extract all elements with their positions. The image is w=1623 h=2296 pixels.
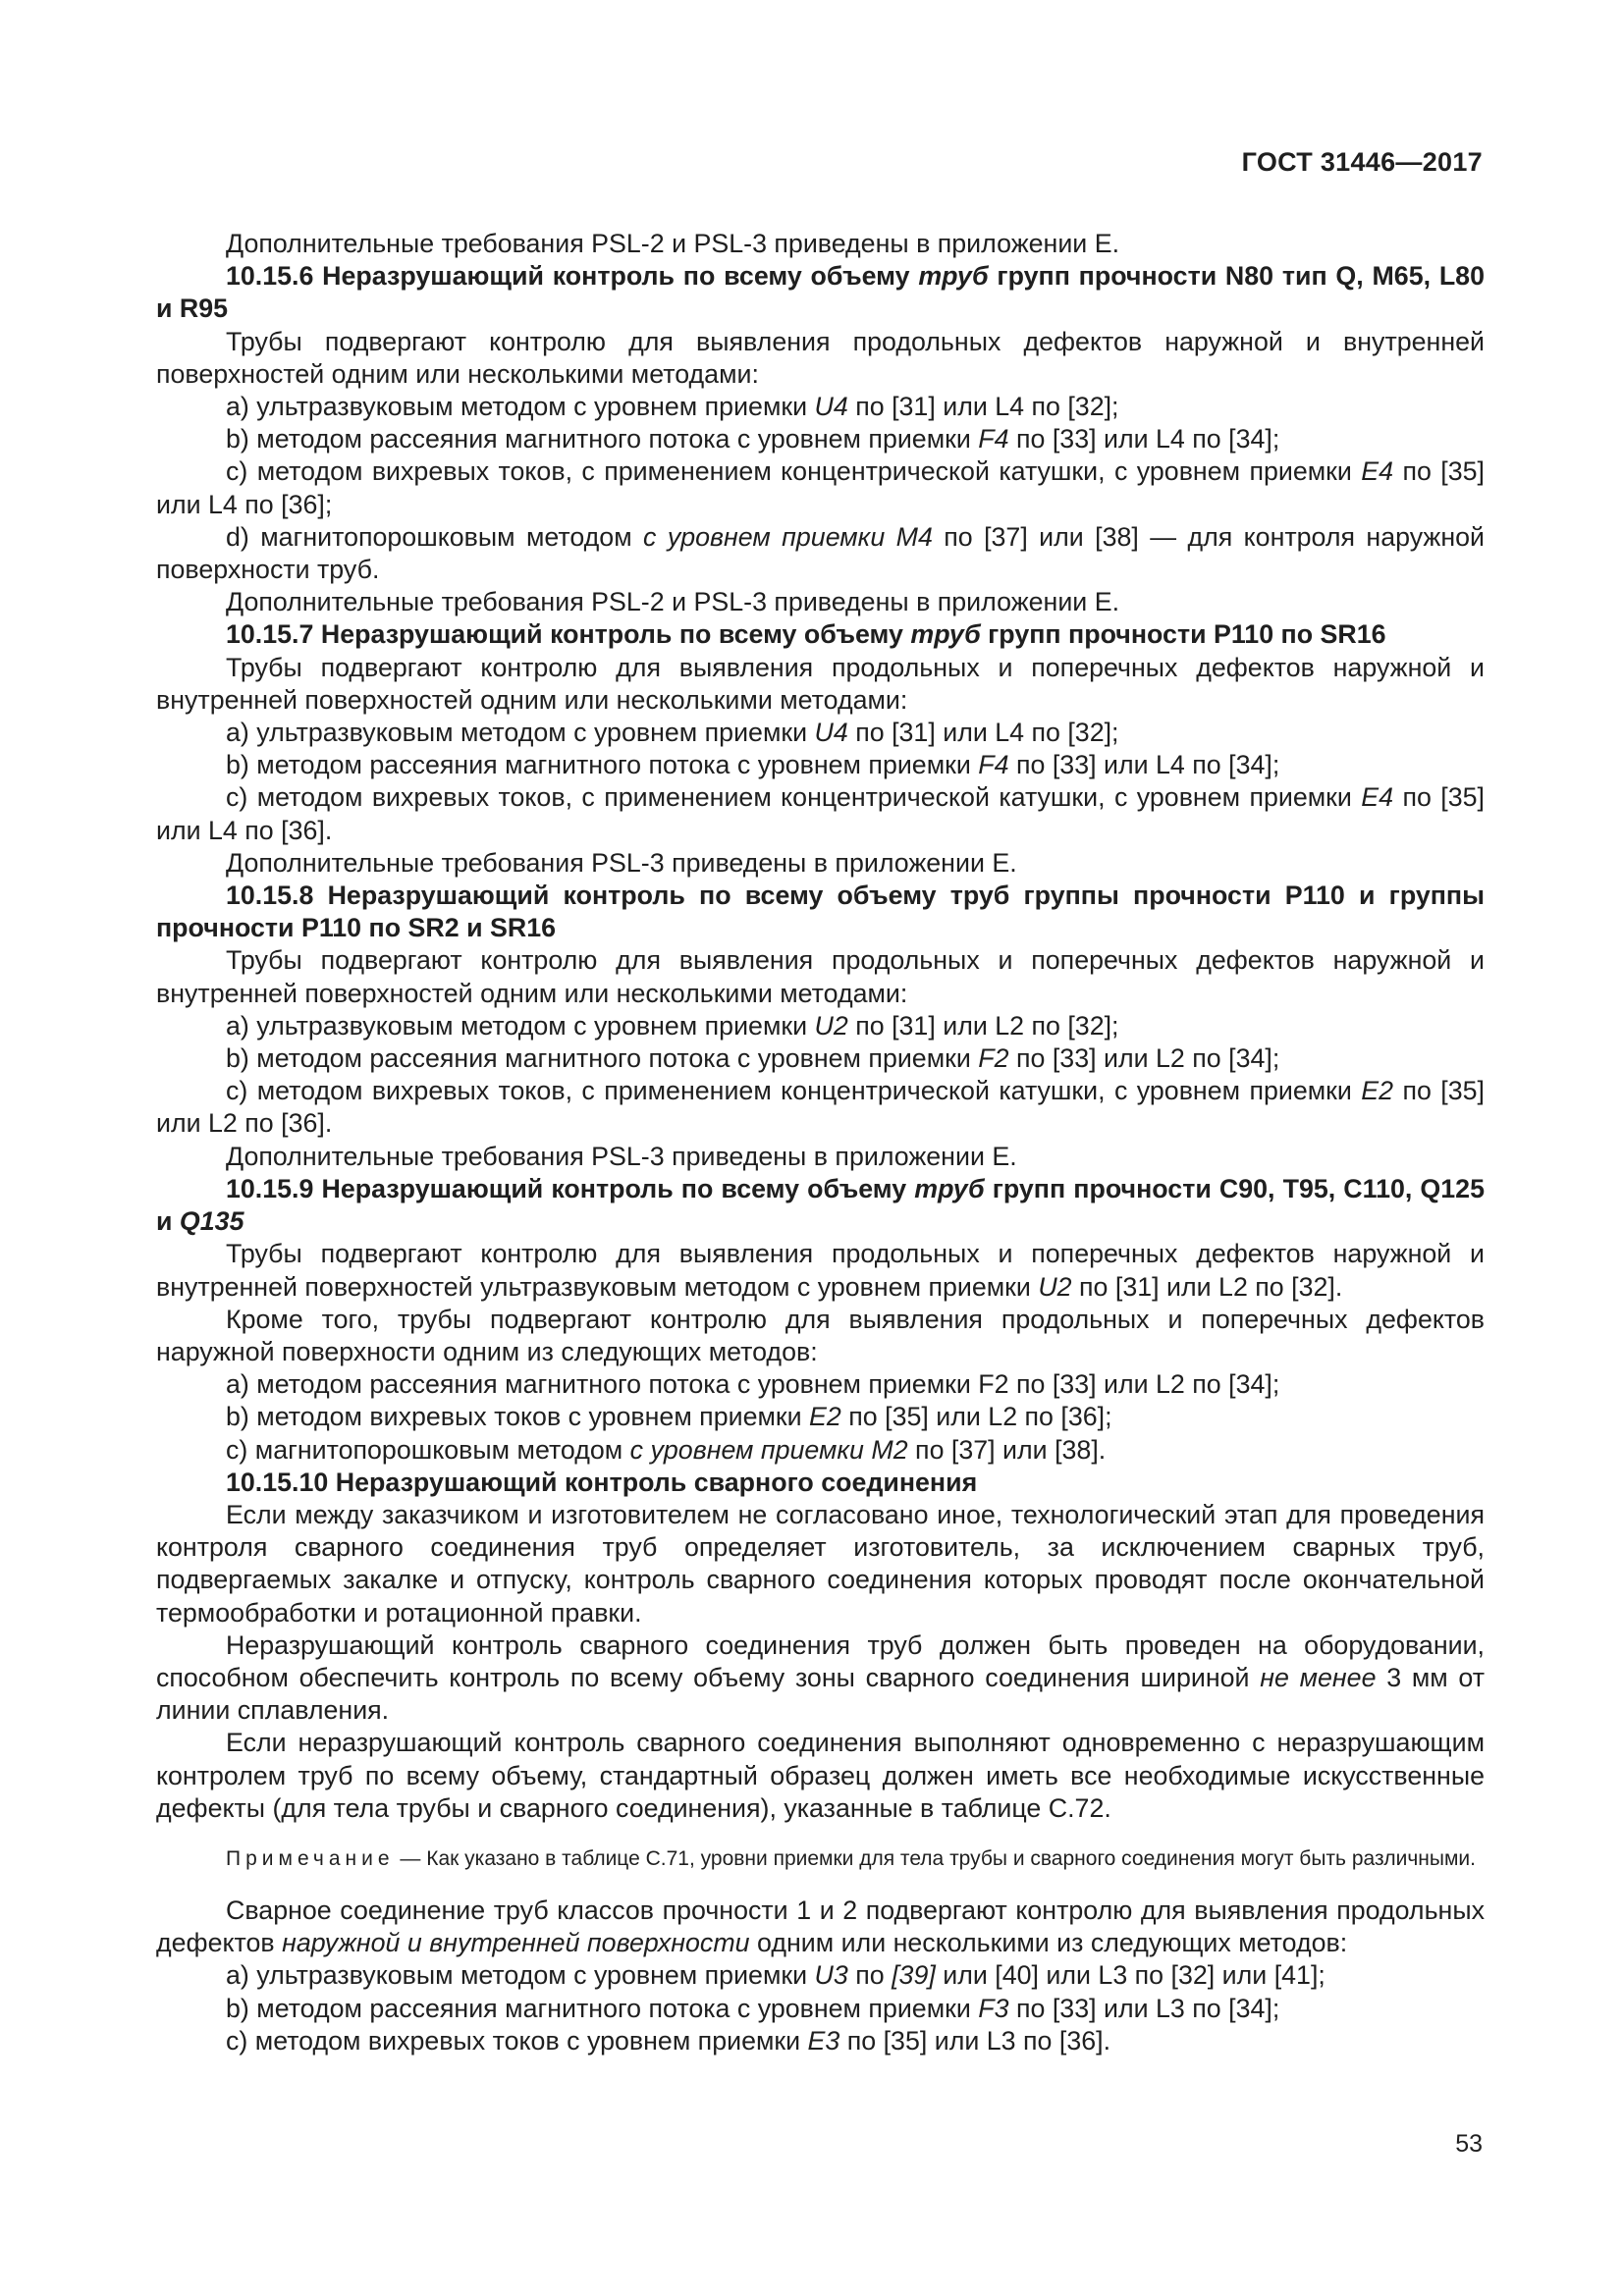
paragraph [156, 1434, 1485, 1467]
section-heading [156, 260, 1485, 325]
paragraph [156, 586, 1485, 618]
text-run: по [31] или L2 по [32]; [847, 1010, 1119, 1041]
section-heading [156, 618, 1485, 651]
text-run: c) магнитопорошковым методом [226, 1434, 630, 1465]
italic-run: U2 [814, 1010, 848, 1041]
text-run: c) методом вихревых токов, с применением концентрической катушки, с уровнем приемки [226, 782, 1362, 813]
text-run: по [31] или L4 по [32]; [847, 392, 1119, 422]
text-run: b) методом вихревых токов с уровнем приемки [226, 1402, 810, 1432]
paragraph [156, 1010, 1485, 1042]
italic-run: E4 [1361, 782, 1394, 813]
text-run: по [35] или L4 по [36]; [156, 456, 1485, 519]
italic-run: с уровнем приемки M4 [643, 521, 933, 552]
text-run: по [37] или [38]. [907, 1434, 1107, 1465]
italic-run: E4 [1361, 456, 1394, 487]
text-run: по [35] или L3 по [36]. [839, 2025, 1111, 2056]
paragraph [156, 652, 1485, 717]
italic-run: Q135 [179, 1206, 244, 1237]
paragraph [156, 1042, 1485, 1075]
italic-run: U4 [814, 392, 848, 422]
italic-run: U3 [814, 1960, 848, 1991]
italic-run: F4 [978, 424, 1009, 454]
text-run: a) ультразвуковым методом с уровнем приемки [226, 392, 815, 422]
italic-run: F4 [978, 750, 1009, 780]
text-run: групп прочности P110 по SR16 [980, 619, 1386, 650]
paragraph [156, 1075, 1485, 1140]
text-run: b) методом рассеяния магнитного потока с уровнем приемки [226, 1043, 979, 1074]
page-number: 53 [1455, 2130, 1483, 2158]
text-run: Дополнительные требования PSL-2 и PSL-3 приведены в приложении Е. [226, 229, 1120, 258]
italic-run: с уровнем приемки M2 [629, 1434, 908, 1465]
text-run: Если между заказчиком и изготовителем не согласовано иное, технологический этап для проведения контроля сварного соединения труб определяет изготовитель, за исключением сварных труб, подвергаемых закалке и отпуску, контроль сварного соединения которых проводят после окончательной термообработки и ротационной правки. [156, 1499, 1485, 1628]
text-run: — Как указано в таблице С.71, уровни приемки для тела трубы и сварного соединения могут быть различными. [394, 1846, 1476, 1870]
section-heading [156, 1467, 1485, 1499]
paragraph [156, 1727, 1485, 1825]
text-run: b) методом рассеяния магнитного потока с уровнем приемки [226, 1993, 979, 2023]
text-run: Если неразрушающий контроль сварного соединения выполняют одновременно с неразрушающим контролем труб по всему объему, стандартный образец должен иметь все необходимые искусственные дефекты (для тела трубы и сварного соединения), указанные в таблице С.72. [156, 1728, 1485, 1823]
paragraph [156, 1959, 1485, 1992]
paragraph [156, 423, 1485, 455]
paragraph [156, 1895, 1485, 1959]
text-run: c) методом вихревых токов с уровнем приемки [226, 2025, 808, 2056]
section-heading [156, 1173, 1485, 1238]
text-run: групп прочности C90, T95, C110, Q125 и [156, 1173, 1485, 1237]
paragraph [156, 1304, 1485, 1368]
text-run: c) методом вихревых токов, с применением концентрической катушки, с уровнем приемки [226, 456, 1362, 487]
text-run: 3 мм от линии сплавления. [156, 1662, 1486, 1726]
paragraph [156, 391, 1485, 423]
text-run: Дополнительные требования PSL-2 и PSL-3 приведены в приложении Е. [226, 587, 1120, 617]
text-run: или [40] или L3 по [32] или [41]; [935, 1960, 1325, 1991]
paragraph [156, 749, 1485, 781]
text-run: Трубы подвергают контролю для выявления продольных и поперечных дефектов наружной и внутренней поверхностей одним или несколькими методами: [156, 945, 1485, 1008]
paragraph [156, 717, 1485, 749]
paragraph [156, 521, 1485, 586]
italic-run: труб [914, 1173, 985, 1203]
italic-run: не менее [1260, 1662, 1377, 1692]
italic-run: E3 [807, 2025, 840, 2056]
text-run: Трубы подвергают контролю для выявления продольных дефектов наружной и внутренней поверхностей одним или несколькими методами: [156, 326, 1485, 389]
text-run: Трубы подвергают контролю для выявления продольных и поперечных дефектов наружной и внутренней поверхностей ультразвуковым методом с уровнем приемки [156, 1239, 1485, 1302]
italic-run: наружной и внутренней поверхности [282, 1928, 750, 1958]
note-label: Примечание [226, 1846, 395, 1870]
text-run: групп прочности N80 тип Q, M65, L80 и R95 [156, 261, 1485, 324]
paragraph [156, 1401, 1485, 1433]
paragraph [156, 326, 1485, 391]
text-run: 10.15.7 Неразрушающий контроль по всему объему [226, 619, 911, 650]
text-run: по [33] или L3 по [34]; [1008, 1993, 1280, 2023]
paragraph [156, 781, 1485, 846]
text-run: Кроме того, трубы подвергают контролю для выявления продольных и поперечных дефектов наружной поверхности одним из следующих методов: [156, 1304, 1485, 1366]
text-run: a) ультразвуковым методом с уровнем приемки [226, 718, 815, 748]
text-run: по [33] или L4 по [34]; [1008, 750, 1280, 780]
text-run: c) методом вихревых токов, с применением концентрической катушки, с уровнем приемки [226, 1076, 1362, 1106]
text-run: a) ультразвуковым методом с уровнем приемки [226, 1960, 815, 1991]
text-run: по [33] или L2 по [34]; [1008, 1043, 1280, 1074]
paragraph [156, 2025, 1485, 2057]
paragraph [156, 1499, 1485, 1629]
italic-run: труб [918, 261, 989, 292]
text-run: Дополнительные требования PSL-3 приведены в приложении Е. [226, 847, 1017, 878]
text-run: Дополнительные требования PSL-3 приведены в приложении Е. [226, 1141, 1017, 1171]
paragraph [156, 1993, 1485, 2025]
text-run: по [847, 1960, 893, 1991]
document-body [156, 228, 1485, 2057]
text-run: Трубы подвергают контролю для выявления продольных и поперечных дефектов наружной и внутренней поверхностей одним или несколькими методами: [156, 652, 1485, 715]
text-run: по [37] или [38] — для контроля наружной поверхности труб. [156, 521, 1486, 585]
paragraph [156, 1238, 1485, 1303]
paragraph [156, 455, 1485, 520]
italic-run: E2 [809, 1402, 841, 1432]
paragraph [156, 847, 1485, 880]
text-run: b) методом рассеяния магнитного потока с уровнем приемки [226, 424, 979, 454]
text-run: по [35] или L2 по [36]; [840, 1402, 1112, 1432]
paragraph [156, 1368, 1485, 1401]
paragraph [156, 1141, 1485, 1173]
text-run: 10.15.9 Неразрушающий контроль по всему объему [226, 1173, 915, 1203]
text-run: по [35] или L4 по [36]. [156, 782, 1485, 845]
note-paragraph [156, 1844, 1485, 1873]
paragraph [156, 228, 1485, 260]
italic-run: U2 [1038, 1271, 1072, 1302]
italic-run: F2 [978, 1043, 1009, 1074]
italic-run: [39] [892, 1960, 936, 1991]
italic-run: E2 [1361, 1076, 1394, 1106]
text-run: 10.15.8 Неразрушающий контроль по всему объему труб группы прочности P110 и группы прочности P110 по SR2 и SR16 [156, 881, 1485, 943]
text-run: по [31] или L4 по [32]; [847, 718, 1119, 748]
italic-run: труб [910, 619, 981, 650]
document-header: ГОСТ 31446—2017 [1241, 147, 1483, 177]
text-run: по [33] или L4 по [34]; [1008, 424, 1280, 454]
text-run: Сварное соединение труб классов прочности 1 и 2 подвергают контролю для выявления продольных дефектов [156, 1895, 1485, 1958]
text-run: 10.15.10 Неразрушающий контроль сварного соединения [226, 1467, 978, 1497]
italic-run: F3 [978, 1993, 1009, 2023]
text-run: 10.15.6 Неразрушающий контроль по всему объему [226, 261, 919, 292]
text-run: b) методом рассеяния магнитного потока с уровнем приемки [226, 750, 979, 780]
text-run: по [35] или L2 по [36]. [156, 1076, 1485, 1139]
text-run: a) методом рассеяния магнитного потока с уровнем приемки F2 по [33] или L2 по [34]; [226, 1369, 1280, 1400]
text-run: d) магнитопорошковым методом [226, 521, 644, 552]
section-heading [156, 880, 1485, 944]
paragraph [156, 944, 1485, 1009]
text-run: одним или несколькими из следующих методов: [749, 1928, 1348, 1958]
text-run: Неразрушающий контроль сварного соединения труб должен быть проведен на оборудовании, способном обеспечить контроль по всему объему зоны сварного соединения шириной [156, 1629, 1485, 1692]
paragraph [156, 1629, 1485, 1728]
text-run: по [31] или L2 по [32]. [1071, 1271, 1343, 1302]
text-run: a) ультразвуковым методом с уровнем приемки [226, 1010, 815, 1041]
italic-run: U4 [814, 718, 848, 748]
